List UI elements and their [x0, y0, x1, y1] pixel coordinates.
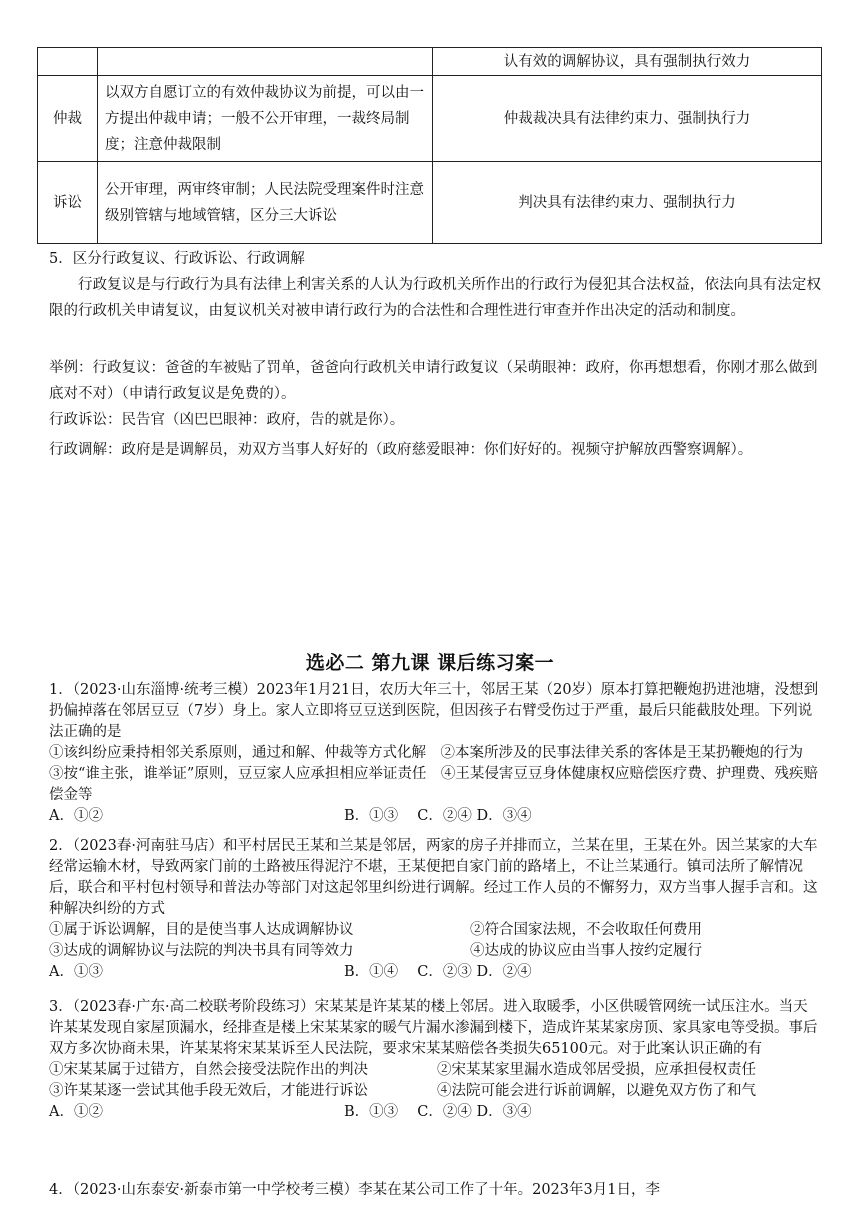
question-2: [49, 836, 821, 983]
table-cell-name: 仲裁: [38, 76, 98, 162]
table-row-arbitration: [38, 76, 822, 162]
question-statements: ①该纠纷应秉持相邻关系原则，通过和解、仲裁等方式化解 ②本案所涉及的民事法律关系的客体是王某扔鞭炮的行为 ③按“谁主张，谁举证”原则，豆豆家人应承担相应举证责任 ④王某侵害豆豆身体健康权应赔偿医疗费、护理费、残疾赔偿金等: [49, 745, 818, 803]
statement-row: [49, 1081, 821, 1102]
option-a: A．①③: [49, 964, 103, 980]
option-bcd: B．①④ C．②③ D．②④: [344, 964, 532, 980]
table-cell-effect: 判决具有法律约束力、强制执行力: [433, 162, 822, 244]
comparison-table: [37, 47, 822, 244]
table-cell-empty: [98, 48, 433, 76]
question-4: [49, 1180, 821, 1201]
table-row-litigation: [38, 162, 822, 244]
statement-4: ④法院可能会进行诉前调解，以避免双方伤了和气: [437, 1083, 756, 1099]
table-cell-feature: 公开审理，两审终审制；人民法院受理案件时注意级别管辖与地域管辖，区分三大诉讼: [98, 162, 433, 244]
section-heading: 5．区分行政复议、行政诉讼、行政调解: [49, 251, 305, 267]
statement-row: [49, 941, 821, 962]
question-options: [49, 806, 821, 827]
statement-4: ④达成的协议应由当事人按约定履行: [470, 943, 702, 959]
option-bcd: B．①③ C．②④ D．③④: [344, 1104, 532, 1120]
table-cell-empty: [38, 48, 98, 76]
statement-2: ②宋某某家里漏水造成邻居受损，应承担侵权责任: [437, 1062, 756, 1078]
question-options: [49, 1102, 821, 1123]
statement-row: [49, 920, 821, 941]
table-row: [38, 48, 822, 76]
question-stem: 1．（2023·山东淄博·统考三模）2023年1月21日，农历大年三十，邻居王某（20岁）原本打算把鞭炮扔进池塘，没想到扔偏掉落在邻居豆豆（7岁）身上。家人立即将豆豆送到医院，但因孩子右臂受伤过于严重，最后只能截肢处理。下列说法正确的是: [49, 682, 819, 740]
table-cell-effect: 认有效的调解协议，具有强制执行效力: [433, 48, 822, 76]
example-reconsideration: 举例：行政复议：爸爸的车被贴了罚单，爸爸向行政机关申请行政复议（呆萌眼神：政府，你再想想看，你刚才那么做到底对不对）（申请行政复议是免费的）。: [49, 360, 818, 402]
question-3: [49, 997, 821, 1123]
statement-row: [49, 1060, 821, 1081]
table-cell-name: 诉讼: [38, 162, 98, 244]
statement-3: ③达成的调解协议与法院的判决书具有同等效力: [49, 943, 354, 959]
table-cell-feature: 以双方自愿订立的有效仲裁协议为前提，可以由一方提出仲裁申请；一般不公开审理，一裁终局制度；注意仲裁限制: [98, 76, 433, 162]
question-1: [49, 680, 821, 827]
example-mediation: 行政调解：政府是是调解员，劝双方当事人好好的（政府慈爱眼神：你们好好的。视频守护解放西警察调解）。: [49, 442, 753, 458]
question-stem: 3．（2023春·广东·高二校联考阶段练习）宋某某是许某某的楼上邻居。进入取暖季，小区供暖管网统一试压注水。当天许某某发现自家屋顶漏水，经排查是楼上宋某某家的暖气片漏水渗漏到楼下，造成许某某家房顶、家具家电等受损。事后双方多次协商未果，许某某将宋某某诉至人民法院，要求宋某某赔偿各类损失65100元。对于此案认识正确的有: [49, 999, 818, 1057]
statement-1: ①属于诉讼调解，目的是使当事人达成调解协议: [49, 922, 354, 938]
exercise-title: 选必二 第九课 课后练习案一: [305, 652, 555, 674]
option-a: A．①②: [49, 808, 103, 824]
statement-2: ②符合国家法规，不会收取任何费用: [470, 922, 702, 938]
question-stem: 2．（2023春·河南驻马店）和平村居民王某和兰某是邻居，两家的房子并排而立，兰某在里，王某在外。因兰某家的大车经常运输木材，导致两家门前的土路被压得泥泞不堪，王某便把自家门前的路堵上，不让兰某通行。镇司法所了解情况后，联合和平村包村领导和普法办等部门对这起邻里纠纷进行调解。经过工作人员的不懈努力，双方当事人握手言和。这种解决纠纷的方式: [49, 838, 818, 917]
table-cell-effect: 仲裁裁决具有法律约束力、强制执行力: [433, 76, 822, 162]
statement-3: ③许某某逐一尝试其他手段无效后，才能进行诉讼: [49, 1083, 368, 1099]
question-options: [49, 962, 821, 983]
statement-1: ①宋某某属于过错方，自然会接受法院作出的判决: [49, 1062, 368, 1078]
option-a: A．①②: [49, 1104, 103, 1120]
section-paragraph: 行政复议是与行政行为具有法律上利害关系的人认为行政机关所作出的行政行为侵犯其合法权益，依法向具有法定权限的行政机关申请复议，由复议机关对被申请行政行为的合法性和合理性进行审查并作出决定的活动和制度。: [49, 277, 821, 319]
question-stem: 4．（2023·山东泰安·新泰市第一中学校考三模）李某在某公司工作了十年。2023年3月1日，李: [49, 1182, 660, 1198]
example-litigation: 行政诉讼：民告官（凶巴巴眼神：政府，告的就是你）。: [49, 412, 405, 428]
option-bcd: B．①③ C．②④ D．③④: [344, 808, 532, 824]
